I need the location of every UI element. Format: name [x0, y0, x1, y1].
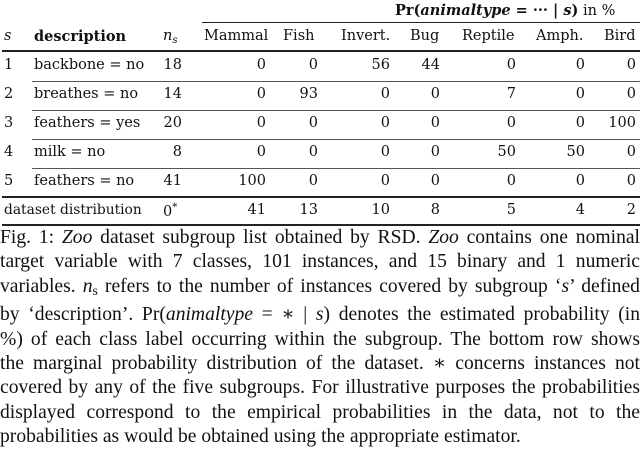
caption-line: Fig. 1: Zoo dataset subgroup list obtained by RSD. Zoo contains one nominal	[0, 227, 640, 248]
value-fish: 0	[308, 173, 318, 189]
row-rule	[32, 110, 640, 111]
value-mammal: 0	[256, 57, 266, 73]
header-rule	[2, 50, 640, 52]
row-n: 41	[163, 173, 182, 189]
value-bird: 100	[608, 115, 636, 131]
value-bird: 0	[626, 173, 636, 189]
value-mammal: 100	[238, 173, 266, 189]
column-header-description: description	[34, 28, 127, 45]
value-fish: 93	[299, 86, 318, 102]
row-rule	[32, 168, 640, 169]
value-invert: 56	[371, 57, 390, 73]
caption-line: %) of each class label occurring within the subgroup. The bottom row shows	[0, 328, 640, 350]
value-mammal: 41	[247, 202, 266, 218]
row-description: breathes = no	[34, 86, 139, 102]
caption-line: target variable with 7 classes, 101 instances, and 15 binary and 1 numeric	[0, 251, 640, 273]
value-bug: 0	[430, 173, 440, 189]
row-rule	[32, 81, 640, 82]
group-header-rule	[202, 22, 640, 23]
value-fish: 13	[299, 202, 318, 218]
value-invert: 0	[380, 86, 390, 102]
value-reptile: 5	[506, 202, 516, 218]
row-description: feathers = yes	[34, 115, 141, 131]
value-amph: 0	[575, 115, 585, 131]
value-amph: 0	[575, 57, 585, 73]
row-n: 0*	[163, 202, 178, 220]
value-bird: 0	[626, 86, 636, 102]
value-bug: 0	[430, 144, 440, 160]
row-description: backbone = no	[34, 57, 145, 73]
value-reptile: 0	[506, 173, 516, 189]
value-bug: 44	[421, 57, 440, 73]
row-n: 20	[163, 115, 182, 131]
row-id: 4	[4, 144, 14, 160]
value-reptile: 50	[497, 144, 516, 160]
column-header-reptile: Reptile	[462, 28, 515, 44]
row-description: milk = no	[34, 144, 106, 160]
caption-line: probabilities as would be obtained using the appropriate estimator.	[0, 426, 521, 448]
value-bird: 0	[626, 144, 636, 160]
value-bird: 0	[626, 57, 636, 73]
value-fish: 0	[308, 144, 318, 160]
caption-line: displayed correspond to the empirical probabilities in the data, not to the	[0, 401, 640, 423]
row-rule	[32, 139, 640, 140]
value-fish: 0	[308, 115, 318, 131]
value-reptile: 7	[506, 86, 516, 102]
caption-line: variables. $n_s$ refers to the number of instances covered by subgroup ‘s’ defined	[0, 275, 640, 298]
value-amph: 0	[575, 86, 585, 102]
value-invert: 10	[371, 202, 390, 218]
figure-caption	[0, 226, 640, 450]
value-mammal: 0	[256, 115, 266, 131]
value-bird: 2	[626, 202, 636, 218]
column-header-bird: Bird	[604, 28, 636, 44]
column-header-amph: Amph.	[536, 28, 584, 44]
column-header-s: s	[4, 28, 12, 44]
mid-rule	[2, 196, 640, 198]
column-header-invert: Invert.	[341, 28, 391, 44]
value-mammal: 0	[256, 86, 266, 102]
value-mammal: 0	[256, 144, 266, 160]
caption-line: the marginal probability distribution of the dataset. ∗ concerns instances not	[0, 353, 640, 375]
value-amph: 50	[566, 144, 585, 160]
row-id: 3	[4, 115, 14, 131]
value-invert: 0	[380, 115, 390, 131]
row-n: 8	[172, 144, 182, 160]
row-description: feathers = no	[34, 173, 135, 189]
value-reptile: 0	[506, 115, 516, 131]
row-n: 14	[163, 86, 182, 102]
value-invert: 0	[380, 173, 390, 189]
row-n: 18	[163, 57, 182, 73]
value-invert: 0	[380, 144, 390, 160]
value-reptile: 0	[506, 57, 516, 73]
caption-line: covered by any of the five subgroups. For illustrative purposes the probabilities	[0, 377, 640, 399]
value-amph: 0	[575, 173, 585, 189]
value-amph: 4	[575, 202, 585, 218]
value-bug: 8	[430, 202, 440, 218]
column-header-fish: Fish	[283, 28, 315, 44]
value-fish: 0	[308, 57, 318, 73]
row-label: dataset distribution	[4, 202, 142, 218]
row-id: 1	[4, 57, 14, 73]
column-header-bug: Bug	[410, 28, 440, 44]
value-bug: 0	[430, 115, 440, 131]
column-header-mammal: Mammal	[204, 28, 269, 44]
probability-group-header: Pr(animaltype = ··· | s) in %	[395, 2, 616, 19]
value-bug: 0	[430, 86, 440, 102]
column-header-n: $n_s$	[163, 28, 178, 46]
row-id: 2	[4, 86, 14, 102]
row-id: 5	[4, 173, 14, 189]
caption-line: by ‘description’. Pr(animaltype = ∗ | s) denotes the estimated probability (in	[0, 304, 640, 326]
